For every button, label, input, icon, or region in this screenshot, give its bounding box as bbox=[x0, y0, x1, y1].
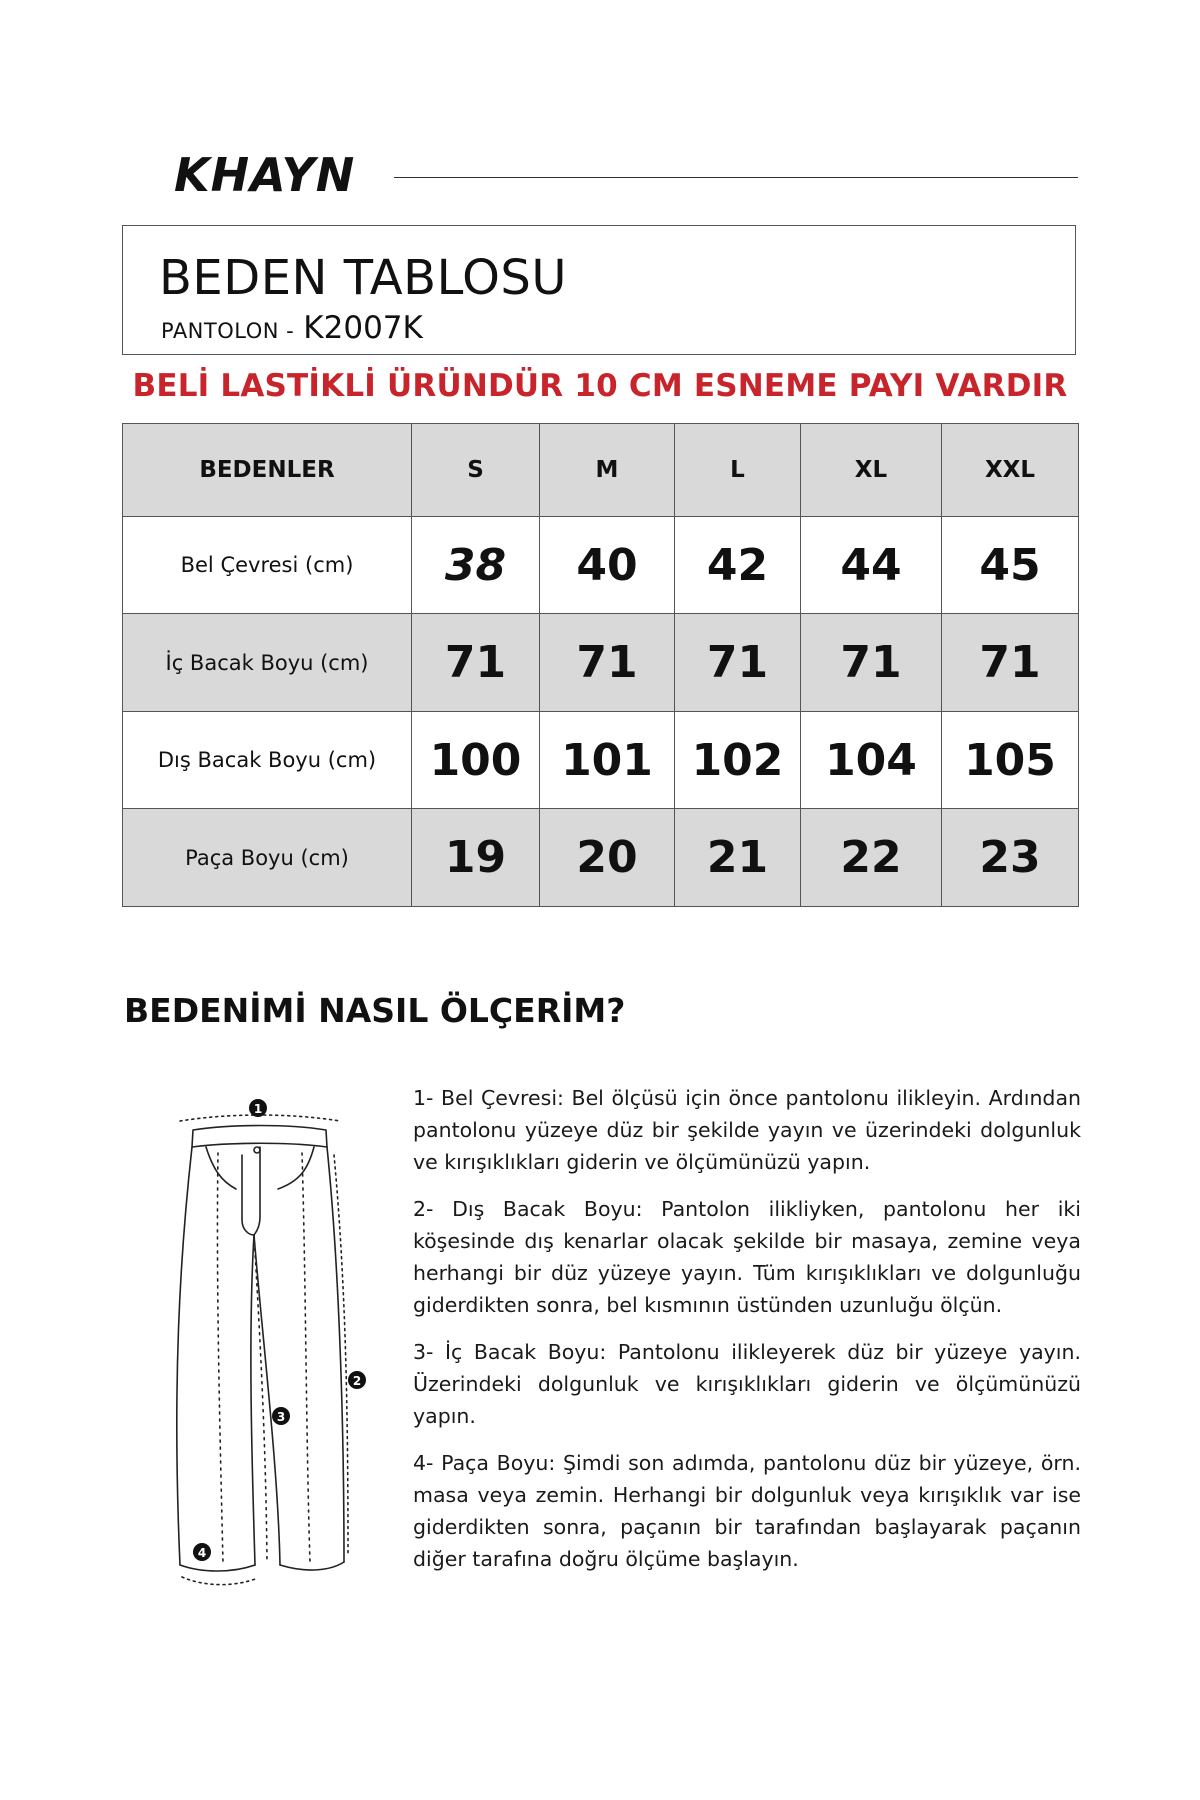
instruction-step: 1- Bel Çevresi: Bel ölçüsü için önce pantolonu ilikleyin. Ardından pantolonu yüzeye düz bir şekilde yayın ve üzerindeki dolgunluk ve kırışıklıkları giderin ve ölçümünüzü yapın. bbox=[413, 1086, 1081, 1174]
svg-text:1: 1 bbox=[253, 1102, 263, 1116]
header-cell-sizes: BEDENLER bbox=[123, 424, 412, 517]
svg-text:4: 4 bbox=[197, 1546, 207, 1560]
header-cell-l: L bbox=[675, 424, 801, 517]
size-table bbox=[122, 423, 1079, 907]
table-cell: 71 bbox=[412, 614, 540, 712]
svg-text:3: 3 bbox=[276, 1410, 286, 1424]
table-cell: 104 bbox=[801, 712, 942, 809]
table-cell: 71 bbox=[801, 614, 942, 712]
marker-3-icon bbox=[272, 1407, 290, 1425]
how-to-measure-title: BEDENİMİ NASIL ÖLÇERİM? bbox=[124, 991, 626, 1030]
header-cell-xxl: XXL bbox=[942, 424, 1079, 517]
table-cell: 40 bbox=[540, 517, 675, 614]
table-cell: 22 bbox=[801, 809, 942, 907]
brand-logo: KHAYN bbox=[174, 148, 356, 202]
table-cell: 102 bbox=[675, 712, 801, 809]
instruction-step: 2- Dış Bacak Boyu: Pantolon ilikliyken, pantolonu her iki köşesinde dış kenarlar olacak şekilde bir masaya, zemine veya herhangi bir düz yüzeye yayın. Tüm kırışıklıkları ve dolgunluğu giderdikten sonra, bel kısmının üstünden uzunluğu ölçün. bbox=[413, 1197, 1081, 1317]
table-cell: 71 bbox=[675, 614, 801, 712]
title-box bbox=[122, 225, 1076, 355]
table-cell: 71 bbox=[540, 614, 675, 712]
marker-2-icon bbox=[348, 1371, 366, 1389]
header-cell-s: S bbox=[412, 424, 540, 517]
instruction-step: 3- İç Bacak Boyu: Pantolonu ilikleyerek düz bir yüzeye yayın. Üzerindeki dolgunluk ve kırışıklıkları giderin ve ölçümünüzü yapın. bbox=[413, 1340, 1081, 1428]
table-cell: 20 bbox=[540, 809, 675, 907]
svg-text:2: 2 bbox=[352, 1374, 362, 1388]
table-cell: 71 bbox=[942, 614, 1079, 712]
row-label-outseam: Dış Bacak Boyu (cm) bbox=[123, 712, 412, 809]
product-code: K2007K bbox=[303, 310, 423, 346]
table-row bbox=[123, 517, 1079, 614]
table-cell: 101 bbox=[540, 712, 675, 809]
measurement-instructions bbox=[413, 1082, 1081, 1590]
row-label-inseam: İç Bacak Boyu (cm) bbox=[123, 614, 412, 712]
header-cell-xl: XL bbox=[801, 424, 942, 517]
table-cell: 38 bbox=[412, 517, 540, 614]
elastic-waist-notice: BELİ LASTİKLİ ÜRÜNDÜR 10 CM ESNEME PAYI VARDIR bbox=[132, 368, 1068, 404]
size-table-header bbox=[123, 424, 1079, 517]
table-row bbox=[123, 614, 1079, 712]
table-cell: 23 bbox=[942, 809, 1079, 907]
table-cell: 105 bbox=[942, 712, 1079, 809]
table-cell: 44 bbox=[801, 517, 942, 614]
product-line bbox=[161, 310, 423, 346]
table-cell: 100 bbox=[412, 712, 540, 809]
header-divider bbox=[394, 177, 1078, 178]
table-row bbox=[123, 712, 1079, 809]
product-type: PANTOLON - bbox=[161, 319, 295, 343]
row-label-hem: Paça Boyu (cm) bbox=[123, 809, 412, 907]
instruction-step: 4- Paça Boyu: Şimdi son adımda, pantolonu düz bir yüzeye, örn. masa veya zemin. Herhangi bir dolgunluk veya kırışıklık var ise giderdikten sonra, paçanın bir tarafından başlayarak paçanın diğer tarafına doğru ölçüme başlayın. bbox=[413, 1451, 1081, 1571]
table-cell: 21 bbox=[675, 809, 801, 907]
table-row bbox=[123, 809, 1079, 907]
table-cell: 19 bbox=[412, 809, 540, 907]
page-title: BEDEN TABLOSU bbox=[159, 250, 567, 306]
marker-4-icon bbox=[193, 1543, 211, 1561]
header-cell-m: M bbox=[540, 424, 675, 517]
trousers-outline bbox=[177, 1115, 348, 1585]
trousers-diagram bbox=[150, 1085, 380, 1595]
table-cell: 42 bbox=[675, 517, 801, 614]
marker-1-icon bbox=[249, 1099, 267, 1117]
row-label-waist: Bel Çevresi (cm) bbox=[123, 517, 412, 614]
table-cell: 45 bbox=[942, 517, 1079, 614]
